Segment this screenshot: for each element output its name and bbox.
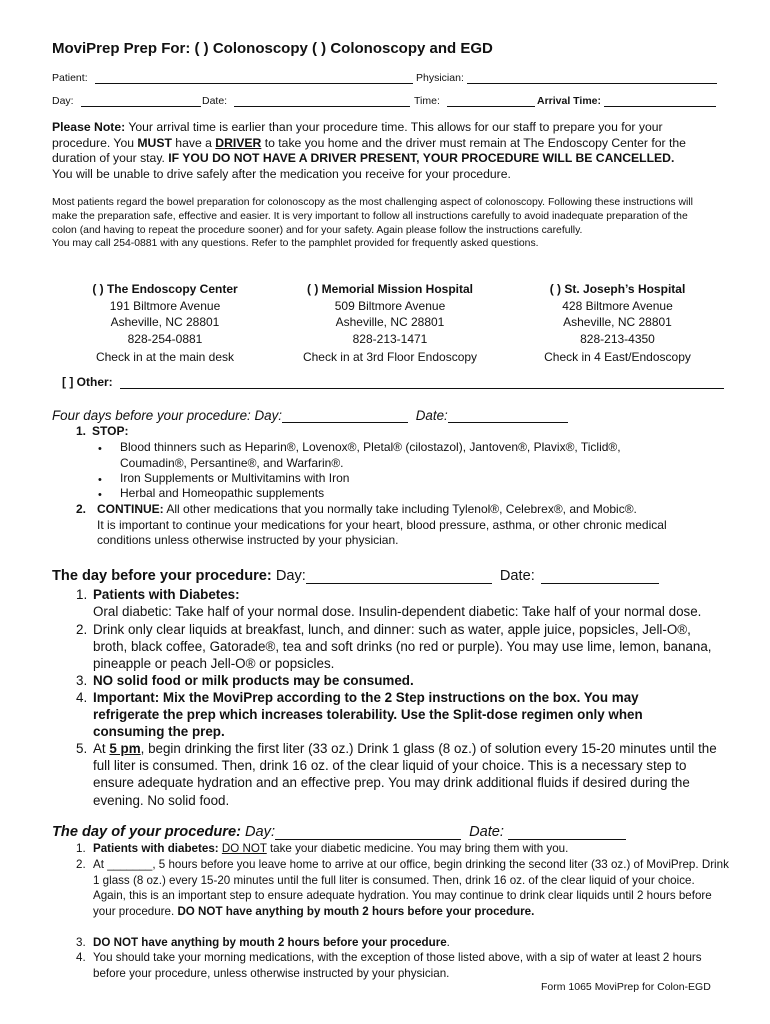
day-before-item-mix: Important: Mix the MoviPrep according to the 2 Step instructions on the box. You may refrigerate the prep which increases tolerability. Use the Split-dose regimen only when consuming the prep. (93, 690, 643, 740)
stop-label: STOP: (92, 424, 129, 438)
first-liter-text-b: , begin drinking the first liter (33 oz.) Drink 1 glass (8 oz.) of solution every 15-20 minutes until the full liter is consumed. Then, drink 16 oz. of the clear liquid of your choice. This is a necessary step to ensure adequate hydration and an effective prep. You may drink additional fluids if desired during the evening. No solid food. (93, 741, 717, 808)
bullet-dot: • (98, 443, 102, 455)
page-title: MoviPrep Prep For: ( ) Colonoscopy ( ) Colonoscopy and EGD (52, 40, 493, 57)
day-of-num-4: 4. (76, 951, 86, 964)
day-label: Day: (52, 95, 74, 107)
note-cancel-warning: IF YOU DO NOT HAVE A DRIVER PRESENT, YOUR PROCEDURE WILL BE CANCELLED. (168, 151, 675, 165)
day-before-heading-text: The day before your procedure: (52, 568, 272, 584)
patient-blank (95, 72, 413, 84)
second-liter-time-blank: _______ (107, 858, 153, 871)
continue-label: CONTINUE: (97, 502, 164, 516)
day-field (52, 95, 201, 107)
four-days-date-blank (448, 409, 568, 423)
hospital-checkin: Check in at the main desk (95, 350, 235, 364)
hospital-phone: 828-213-4350 (580, 331, 655, 346)
hospital-endoscopy-center (70, 281, 260, 366)
time-label: Time: (414, 95, 440, 107)
stop-item-blood-thinners: Blood thinners such as Heparin®, Lovenox®, Pletal® (cilostazol), Jantoven®, Plavix®, Ticlid®, Coumadin®, Persantine®, and Warfarin®. (120, 440, 621, 470)
diabetes-text: Oral diabetic: Take half of your normal dose. Insulin-dependent diabetic: Take half of your normal dose. (93, 604, 702, 620)
note-label: Please Note: (52, 120, 126, 134)
first-liter-text-a: At (93, 741, 110, 756)
day-of-day-blank (275, 826, 461, 840)
date-blank (234, 95, 410, 107)
patient-label: Patient: (52, 72, 88, 84)
continue-item (97, 502, 717, 549)
day-before-num-4: 4. (76, 690, 88, 705)
hospital-phone: 828-254-0881 (127, 331, 203, 346)
day-of-num-3: 3. (76, 936, 86, 949)
day-of-heading (52, 824, 626, 840)
day-before-num-2: 2. (76, 622, 88, 637)
diabetes-label: Patients with Diabetes: (93, 587, 240, 602)
time-blank (447, 95, 535, 107)
note-must: MUST (137, 135, 172, 150)
stop-item-herbal: Herbal and Homeopathic supplements (120, 486, 325, 500)
day-of-item-diabetes (93, 841, 733, 857)
continue-text: All other medications that you normally take including Tylenol®, Celebrex®, and Mobic®. (163, 502, 637, 516)
intro-paragraph (52, 196, 702, 251)
hospital-st-josephs (520, 281, 715, 366)
first-liter-time: 5 pm (109, 741, 141, 756)
hospital-city: Asheville, NC 28801 (335, 315, 445, 329)
hospital-phone: 828-213-1471 (352, 331, 428, 346)
nothing-by-mouth-period: . (446, 936, 450, 949)
note-text-2: have a (171, 135, 216, 150)
day-of-item-nothing-by-mouth (93, 935, 450, 951)
arrival-blank (604, 95, 716, 107)
day-before-item-clear-liquids: Drink only clear liquids at breakfast, lunch, and dinner: such as water, apple juice, popsicles, Jell-O®, broth, black coffee, Gatorade®, tea and soft drinks (no red or purple). You may use lime, lemon, banana, pineapple or peach Jell-O® or popsicles. (93, 622, 712, 672)
day-of-heading-text: The day of your procedure: (52, 824, 241, 840)
day-of-day-label: Day: (240, 824, 275, 840)
note-text-4: You will be unable to drive safely after the medication you receive for your procedure. (52, 166, 511, 181)
arrival-label: Arrival Time: (537, 95, 601, 107)
please-note (52, 120, 692, 182)
hospital-name: ( ) St. Joseph’s Hospital (549, 282, 686, 296)
physician-label: Physician: (416, 72, 464, 84)
day-before-item-no-solid: NO solid food or milk products may be consumed. (93, 673, 414, 688)
hospital-street: 428 Biltmore Avenue (562, 298, 673, 313)
second-liter-text-b: , 5 hours before you leave home to arrive at our office, begin drinking the second liter (33 oz.) of MoviPrep. Drink 1 glass (8 oz.) every 15-20 minutes until the full liter is consumed. Then, drink 16 oz. of the clear liquid of your choice. Again, this is an important step to ensure adequate hydration. You may continue to drink clear liquids until 2 hours before your procedure. (93, 858, 729, 918)
four-days-day-blank (282, 409, 408, 423)
stop-number: 1. (76, 424, 87, 438)
day-of-item-second-liter (93, 857, 729, 919)
day-of-diabetes-label: Patients with diabetes: (93, 842, 219, 855)
hospital-street: 509 Biltmore Avenue (334, 298, 446, 313)
nothing-by-mouth-text: DO NOT have anything by mouth 2 hours before your procedure (93, 936, 447, 949)
note-driver: DRIVER (215, 135, 262, 150)
day-of-date-blank (508, 826, 626, 840)
day-before-num-1: 1. (76, 587, 88, 602)
second-liter-warning: DO NOT have anything by mouth 2 hours before your procedure. (177, 904, 535, 918)
other-label: [ ] Other: (62, 375, 113, 389)
date-field (202, 95, 410, 107)
hospital-city: Asheville, NC 28801 (110, 315, 220, 329)
day-before-heading (52, 568, 659, 584)
hospital-checkin: Check in 4 East/Endoscopy (544, 350, 691, 364)
day-before-day-blank (306, 570, 492, 584)
day-of-date-label: Date: (469, 824, 504, 840)
four-days-heading (52, 408, 568, 423)
day-before-item-first-liter (93, 740, 731, 809)
physician-field (416, 72, 717, 84)
hospital-name: ( ) Memorial Mission Hospital (306, 282, 474, 296)
physician-blank (467, 72, 717, 84)
form-footer: Form 1065 MoviPrep for Colon-EGD (541, 981, 711, 993)
patient-field (52, 72, 413, 84)
day-of-do-not: DO NOT (221, 842, 267, 855)
day-before-item-diabetes (93, 586, 733, 620)
day-of-diabetes-text: take your diabetic medicine. You may bring them with you. (266, 842, 569, 855)
other-blank (120, 376, 724, 389)
hospital-street: 191 Biltmore Avenue (109, 298, 221, 313)
four-days-heading-text: Four days before your procedure: Day: (52, 408, 282, 423)
bullet-dot: • (98, 474, 102, 486)
arrival-field (537, 95, 716, 107)
continue-number: 2. (76, 502, 87, 516)
note-text-3: to take you home and the driver must remain at The Endoscopy Center for the duration of your stay. (52, 135, 686, 165)
date-label: Date: (202, 95, 228, 107)
call-text: You may call 254-0881 with any questions. Refer to the pamphlet provided for frequently asked questions. (52, 238, 539, 250)
day-of-num-1: 1. (76, 842, 86, 855)
stop-item-iron: Iron Supplements or Multivitamins with Iron (120, 471, 350, 485)
intro-text: Most patients regard the bowel preparation for colonoscopy as the most challenging aspect of colonoscopy. Following these instructions will make the preparation safe, effective and easier. It is very important to follow all instructions carefully to avoid inadequate preparation of the colon (and having to repeat the procedure sooner) and for your safety. Again please follow the instructions carefully. (52, 197, 693, 236)
time-field (414, 95, 535, 107)
hospital-checkin: Check in at 3rd Floor Endoscopy (302, 350, 478, 364)
day-before-num-3: 3. (76, 673, 88, 688)
note-text-1: Your arrival time is earlier than your procedure time. This allows for our staff to prepare you for your procedure. You (52, 120, 663, 150)
other-field (62, 375, 724, 389)
day-before-date-label: Date: (499, 568, 535, 584)
hospital-name: ( ) The Endoscopy Center (92, 282, 238, 296)
day-before-num-5: 5. (76, 741, 88, 756)
hospital-city: Asheville, NC 28801 (563, 315, 672, 329)
hospital-memorial-mission (285, 281, 495, 366)
second-liter-text-a: At (93, 858, 108, 871)
day-of-item-morning-meds: You should take your morning medications, with the exception of those listed above, with a sip of water at least 2 hours before your procedure, unless otherwise instructed by your physician. (93, 951, 702, 980)
continue-more: It is important to continue your medications for your heart, blood pressure, asthma, or other chronic medical conditions unless otherwise instructed by your physician. (97, 517, 667, 547)
bullet-dot: • (98, 489, 102, 501)
four-days-date-label: Date: (415, 408, 448, 423)
day-blank (81, 95, 201, 107)
day-of-num-2: 2. (76, 858, 86, 871)
day-before-date-blank (541, 570, 659, 584)
day-before-day-label: Day: (271, 568, 306, 584)
